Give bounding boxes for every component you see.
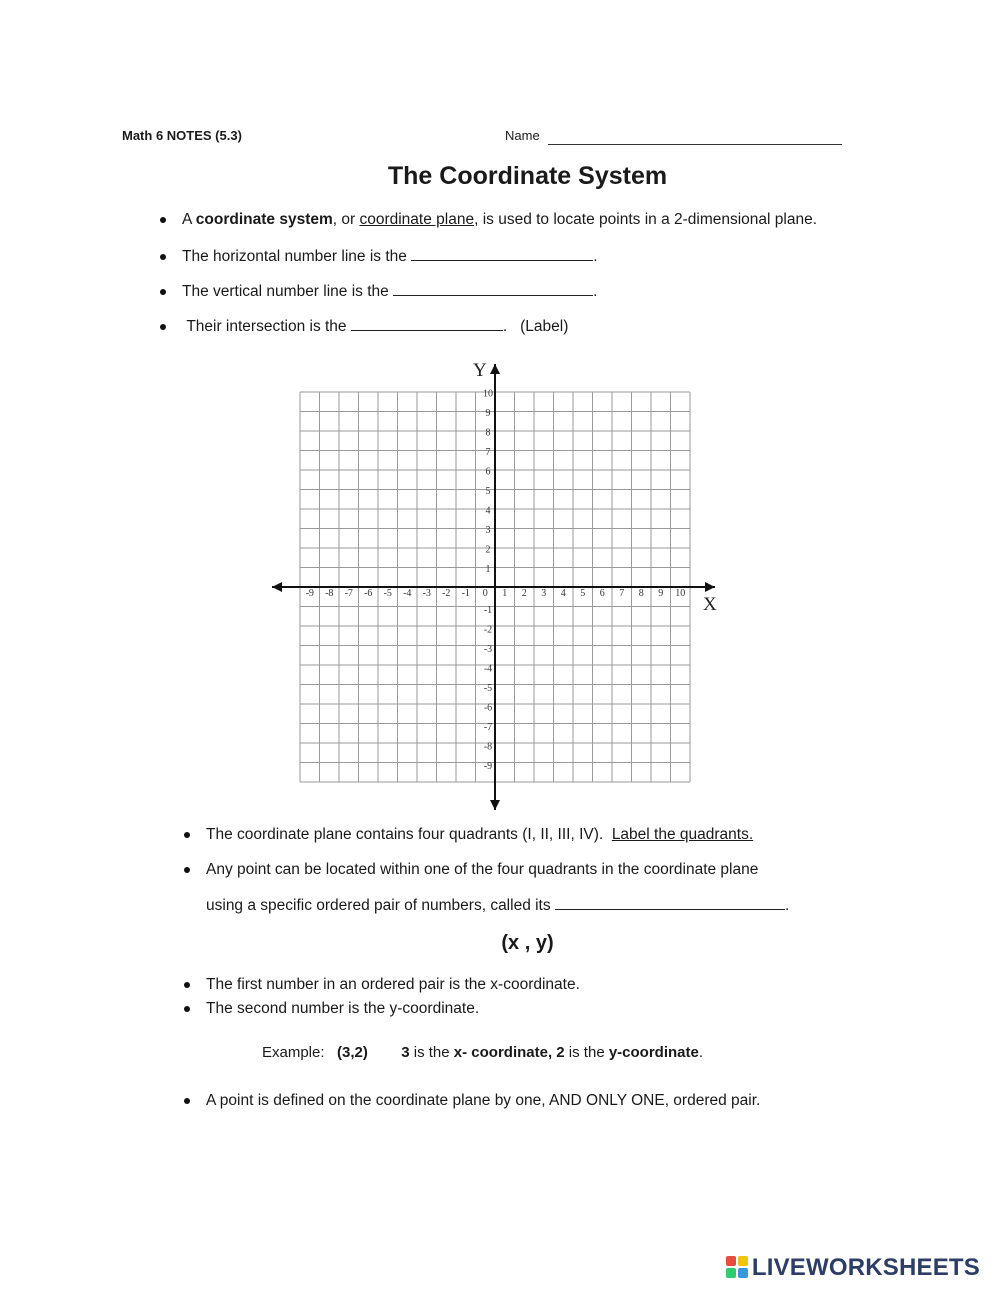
bullet-vertical: The vertical number line is the . <box>160 281 597 301</box>
y-tick-label: -4 <box>483 663 493 675</box>
y-tick-label: -7 <box>483 721 493 733</box>
bold-term: coordinate system <box>195 211 333 228</box>
bullet-dot <box>184 1098 190 1104</box>
bullet-dot <box>184 832 190 838</box>
answer-blank-ordered-pair[interactable] <box>555 895 785 910</box>
bullet-first-number: The first number in an ordered pair is the x-coordinate. <box>184 976 580 994</box>
page-title: The Coordinate System <box>387 162 668 190</box>
bullet-quadrants: The coordinate plane contains four quadrants (I, II, III, IV). Label the quadrants. <box>184 826 753 844</box>
x-tick-label: 10 <box>675 588 686 599</box>
bullet-coordinate-system: A coordinate system, or coordinate plane, is used to locate points in a 2-dimensional plane. <box>160 211 817 229</box>
bullet-any-point: Any point can be located within one of the four quadrants in the coordinate plane <box>184 861 758 879</box>
y-axis-arrow-down <box>490 800 500 810</box>
x-axis-arrow-right <box>705 582 715 592</box>
x-tick-label: -7 <box>344 588 353 599</box>
bullet-dot <box>184 1006 190 1012</box>
y-tick-label: 1 <box>485 563 491 575</box>
x-tick-label: -3 <box>422 588 431 599</box>
x-tick-label: -1 <box>461 588 470 599</box>
x-tick-label: 7 <box>619 588 625 599</box>
underlined-term: coordinate plane <box>359 211 475 228</box>
liveworksheets-logo: LIVEWORKSHEETS <box>726 1254 980 1282</box>
x-tick-label: 2 <box>521 588 527 599</box>
x-tick-label: 9 <box>658 588 664 599</box>
y-tick-label: 6 <box>485 466 491 478</box>
y-tick-label: -3 <box>483 643 493 655</box>
y-tick-label: 8 <box>485 427 491 439</box>
y-axis-label: Y <box>473 360 487 381</box>
y-tick-label: 5 <box>485 485 491 497</box>
bullet-any-point-cont: using a specific ordered pair of numbers, called its . <box>206 897 790 914</box>
x-axis-arrow-left <box>272 582 282 592</box>
y-tick-label: -1 <box>483 604 493 616</box>
bullet-dot <box>184 867 190 873</box>
x-tick-label: -6 <box>364 588 373 599</box>
x-tick-label: -2 <box>442 588 451 599</box>
underlined-instruction: Label the quadrants. <box>611 826 754 843</box>
y-tick-label: 7 <box>485 446 491 458</box>
x-tick-label: -4 <box>403 588 412 599</box>
y-tick-label: 4 <box>485 505 491 517</box>
ordered-pair-notation: (x , y) <box>501 932 554 954</box>
y-tick-label: 3 <box>485 524 491 536</box>
y-tick-label: 9 <box>485 407 491 419</box>
x-axis-label: X <box>703 594 717 615</box>
x-tick-label: -8 <box>325 588 334 599</box>
y-axis-arrow-up <box>490 364 500 374</box>
x-tick-label: -5 <box>383 588 392 599</box>
x-tick-label: 1 <box>502 588 508 599</box>
y-tick-label: -2 <box>483 624 493 636</box>
bullet-second-number: The second number is the y-coordinate. <box>184 1000 479 1018</box>
x-tick-label: 5 <box>580 588 586 599</box>
x-tick-label: -9 <box>305 588 314 599</box>
logo-icon <box>726 1256 748 1278</box>
y-tick-label: 10 <box>483 388 493 400</box>
y-tick-label: -9 <box>483 760 493 772</box>
y-tick-label: -8 <box>483 741 493 753</box>
x-tick-label: 4 <box>560 588 566 599</box>
course-label: Math 6 NOTES (5.3) <box>122 128 242 143</box>
bullet-point-defined: A point is defined on the coordinate plane by one, AND ONLY ONE, ordered pair. <box>184 1092 760 1110</box>
y-tick-label: 2 <box>485 544 491 556</box>
y-tick-label: -6 <box>483 702 493 714</box>
x-tick-label: 8 <box>638 588 644 599</box>
name-label: Name <box>505 128 540 143</box>
example-line: Example: (3,2) 3 is the x- coordinate, 2 is the y-coordinate. <box>262 1044 704 1061</box>
x-tick-label: 0 <box>482 588 488 599</box>
x-tick-label: 3 <box>541 588 547 599</box>
bullet-dot <box>184 982 190 988</box>
y-tick-label: -5 <box>483 682 493 694</box>
x-tick-label: 6 <box>599 588 605 599</box>
bullet-intersection: Their intersection is the . (Label) <box>160 316 568 336</box>
bullet-horizontal: The horizontal number line is the . <box>160 246 598 266</box>
